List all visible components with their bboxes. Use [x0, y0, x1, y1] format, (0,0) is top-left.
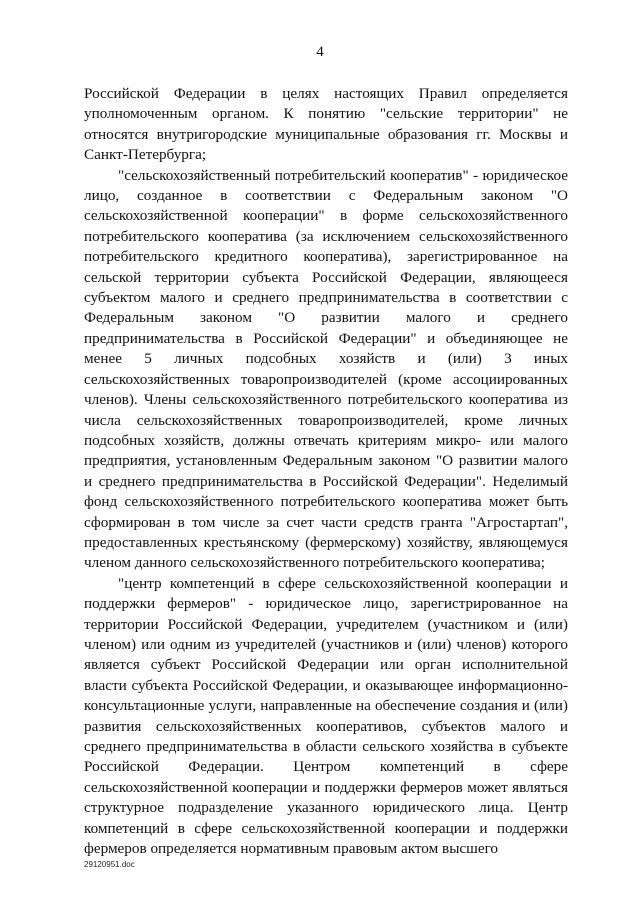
paragraph-continuation: Российской Федерации в целях настоящих Правил определяется уполномоченным органом. К понятию "сельские территории" не относятся внутригородские муниципальные образования гг. Москвы и Санкт-Петербурга;	[84, 85, 568, 164]
paragraph-competence-center-definition: "центр компетенций в сфере сельскохозяйственной кооперации и поддержки фермеров" - юридическое лицо, зарегистрированное на территории Российской Федерации, учредителем (участником и (или) членом) или одним из учредителей (участников и (или) членов) которого является субъект Российской Федерации или орган исполнительной власти субъекта Российской Федерации, и оказывающее информационно-консультационные услуги, направленные на обеспечение создания и (или) развития сельскохозяйственных кооперативов, субъектов малого и среднего предпринимательства в области сельского хозяйства в субъекте Российской Федерации. Центром компетенций в сфере сельскохозяйственной кооперации и поддержки фермеров может являться структурное подразделение указанного юридического лица. Центр компетенций в сфере сельскохозяйственной кооперации и поддержки фермеров определяется нормативным правовым актом высшего	[84, 574, 568, 858]
document-body	[84, 84, 568, 859]
page-number: 4	[316, 44, 324, 60]
paragraph-cooperative-definition: "сельскохозяйственный потребительский кооператив" - юридическое лицо, созданное в соответствии с Федеральным законом "О сельскохозяйственной кооперации" в форме сельскохозяйственного потребительского кооператива (за исключением сельскохозяйственного потребительского кредитного кооператива), зарегистрированное на сельской территории субъекта Российской Федерации, являющееся субъектом малого и среднего предпринимательства в соответствии с Федеральным законом "О развитии малого и среднего предпринимательства в Российской Федерации" и объединяющее не менее 5 личных подсобных хозяйств и (или) 3 иных сельскохозяйственных товаропроизводителей (кроме ассоциированных членов). Члены сельскохозяйственного потребительского кооператива из числа сельскохозяйственных товаропроизводителей, кроме личных подсобных хозяйств, должны отвечать критериям микро- или малого предприятия, установленным Федеральным законом "О развитии малого и среднего предпринимательства в Российской Федерации". Неделимый фонд сельскохозяйственного потребительского кооператива может быть сформирован в том числе за счет части средств гранта "Агростартап", предоставленных крестьянскому (фермерскому) хозяйству, являющемуся членом данного сельскохозяйственного потребительского кооператива;	[84, 166, 568, 572]
footer-filename: 29120951.doc	[84, 860, 135, 869]
